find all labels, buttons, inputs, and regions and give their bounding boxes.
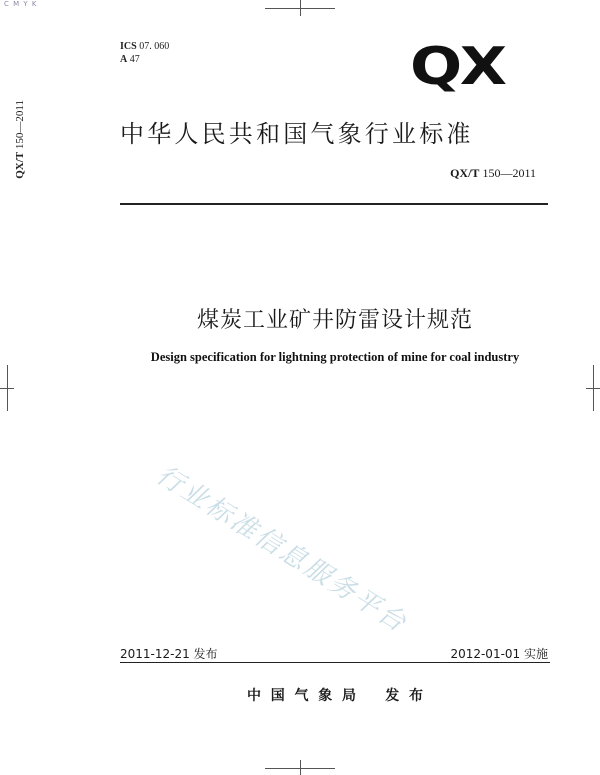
implementation-date: 2012-01-01 实施 bbox=[450, 647, 548, 661]
ics-classification bbox=[120, 40, 169, 66]
issue-date: 2011-12-21 发布 bbox=[120, 647, 218, 661]
crop-mark-bottom-v bbox=[300, 760, 301, 775]
document-title-en: Design specification for lightning protection of mine for coal industry bbox=[150, 350, 520, 364]
footer-divider bbox=[120, 662, 550, 663]
class-value: 47 bbox=[129, 54, 140, 65]
standard-category-title: 中华人民共和国气象行业标准 bbox=[120, 120, 474, 148]
qx-logo: QX bbox=[410, 37, 505, 97]
document-title-cn: 煤炭工业矿井防雷设计规范 bbox=[196, 308, 473, 333]
ics-label: ICS bbox=[120, 41, 137, 52]
standard-code-number: 150—2011 bbox=[482, 166, 536, 180]
ics-value: 07. 060 bbox=[139, 41, 170, 52]
side-standard-code bbox=[14, 100, 34, 210]
side-code-number: 150—2011 bbox=[14, 100, 26, 150]
publisher: 中 国 气 象 局 发 布 bbox=[247, 688, 423, 704]
standard-code bbox=[450, 166, 536, 181]
class-label: A bbox=[120, 54, 128, 65]
color-registration-marks: C M Y K bbox=[4, 0, 38, 8]
crop-mark-left-v bbox=[7, 365, 8, 411]
watermark: 行业标准信息服务平台 bbox=[150, 460, 413, 640]
crop-mark-right-v bbox=[593, 365, 594, 411]
header-divider bbox=[120, 203, 548, 205]
side-code-prefix: QX/T bbox=[14, 151, 26, 179]
crop-mark-top-v bbox=[300, 0, 301, 16]
standard-code-prefix: QX/T bbox=[450, 166, 480, 180]
